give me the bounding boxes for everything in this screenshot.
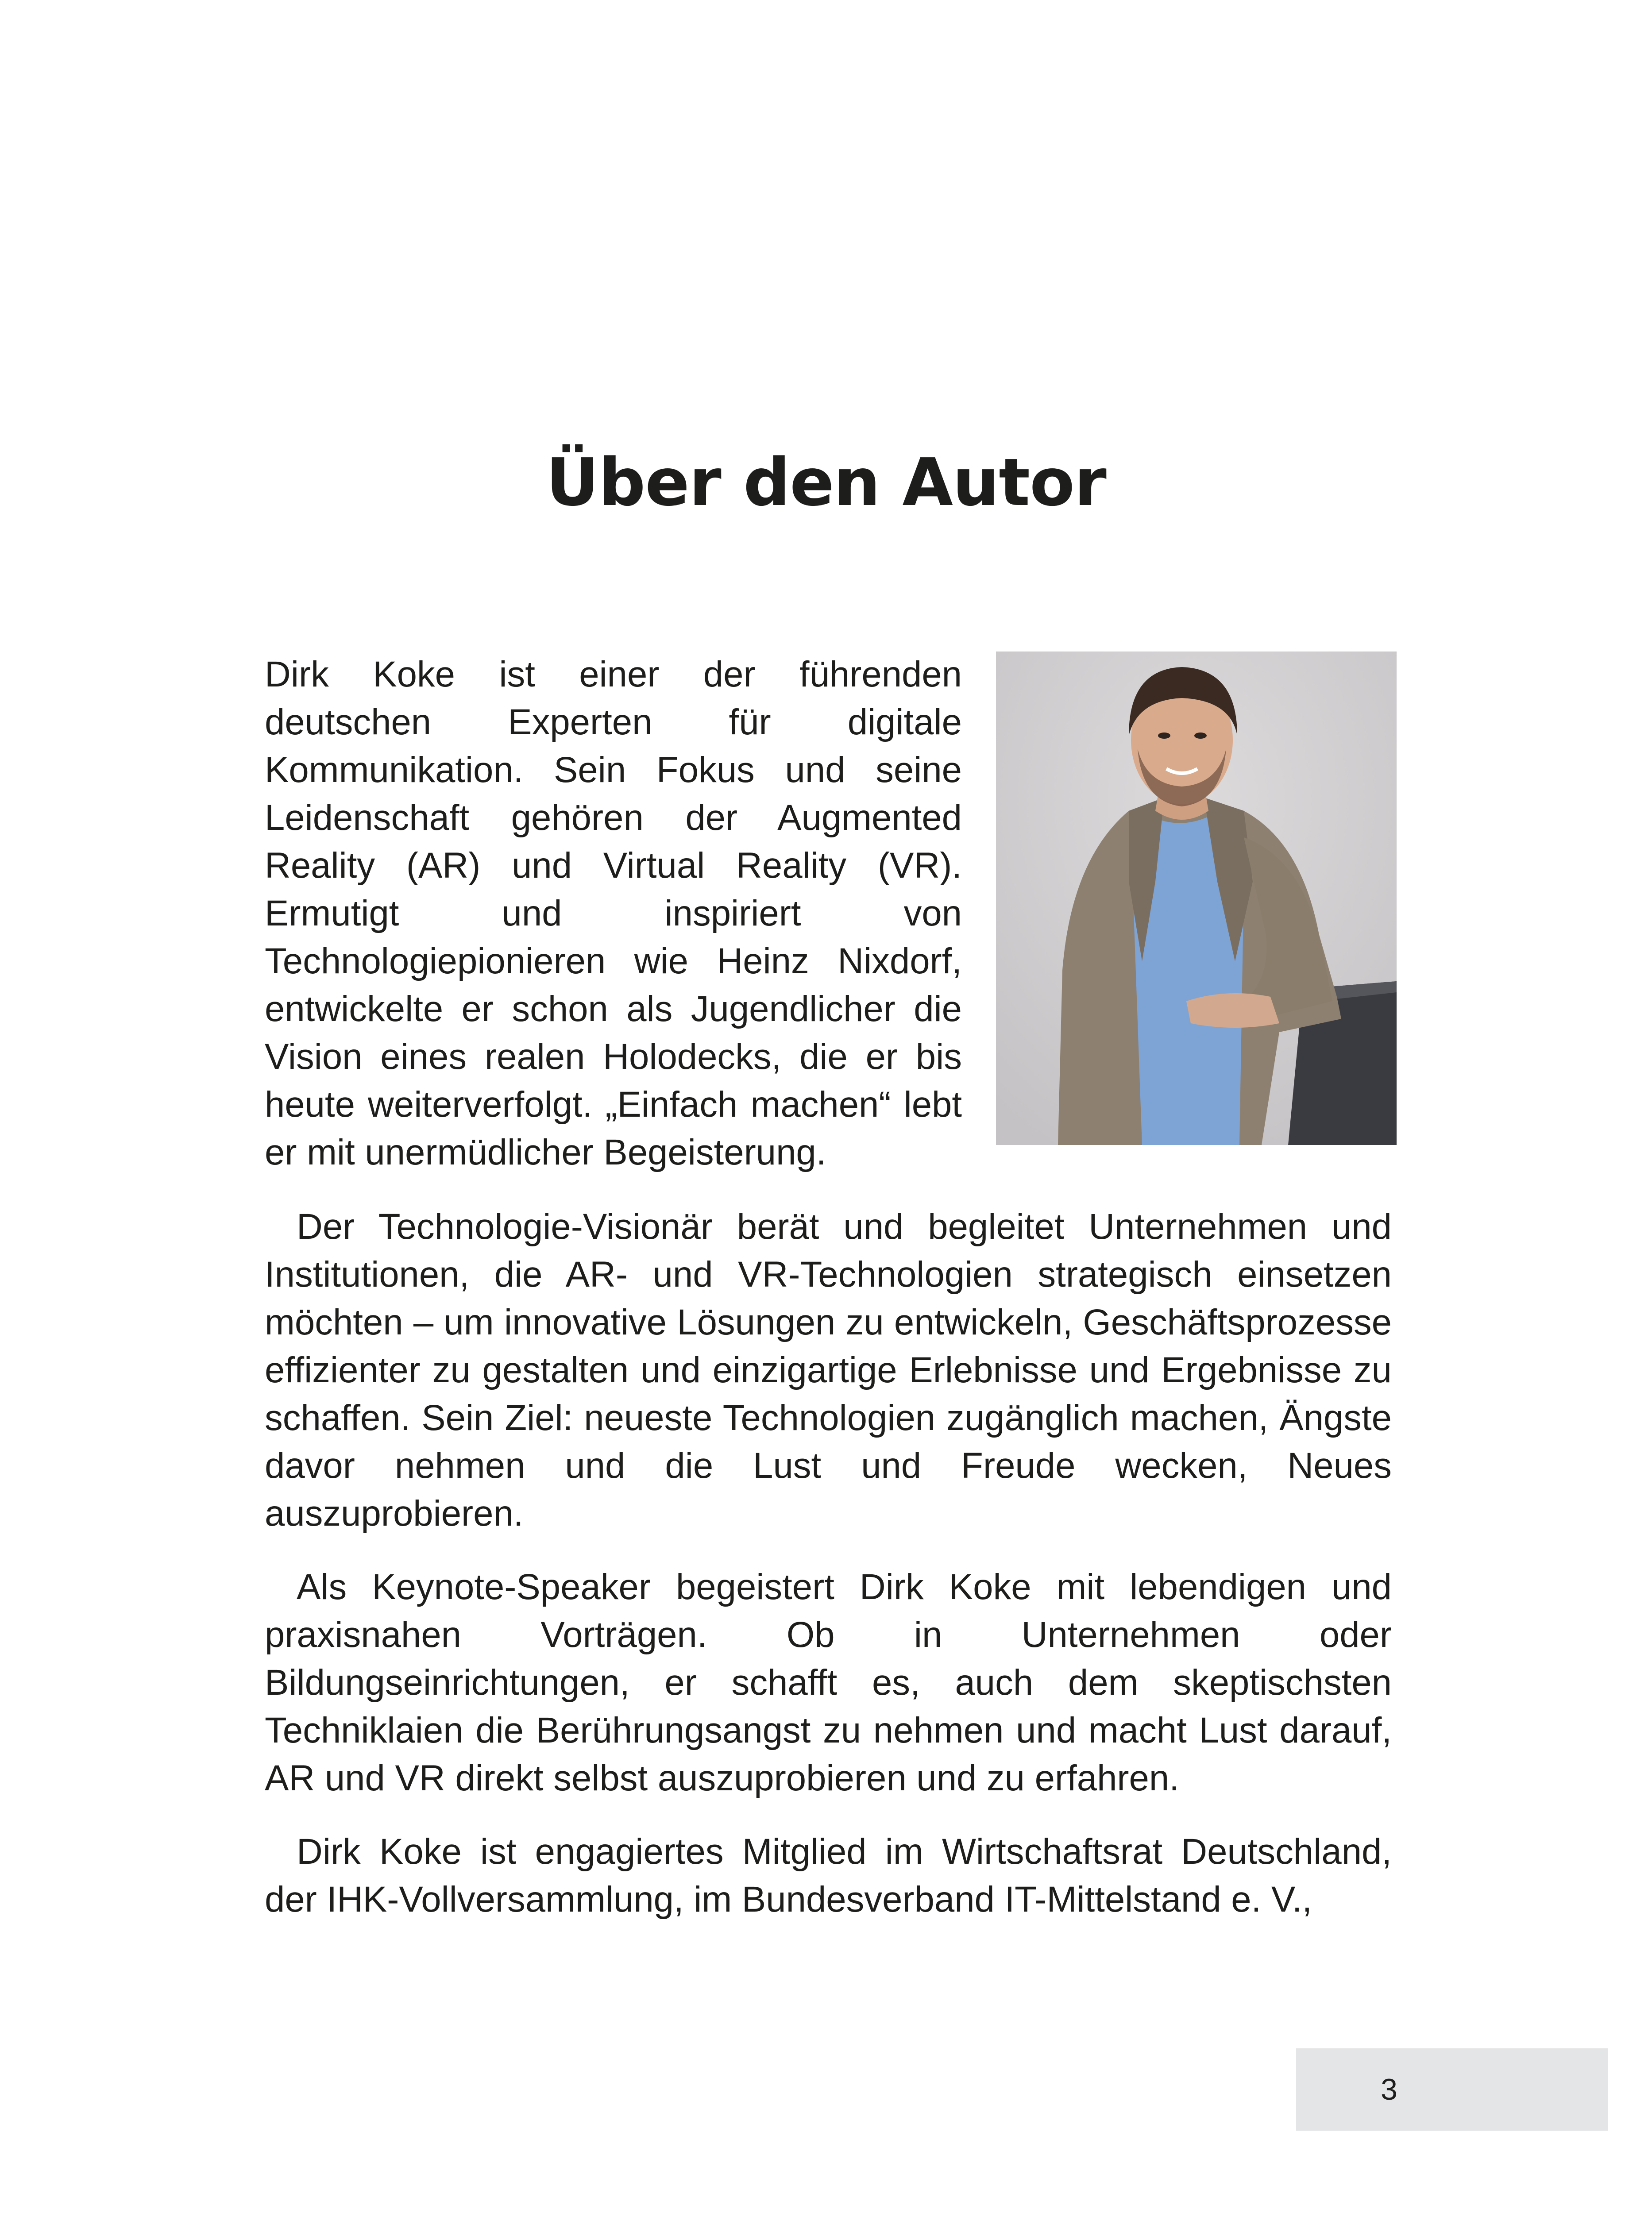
body-paragraph: Dirk Koke ist engagiertes Mitglied im Wirtschaftsrat Deutschland, der IHK-Vollversammlung, im Bundesverband IT-Mittelstand e. V.,	[265, 1831, 1392, 1920]
page-title: Über den Autor	[546, 444, 1106, 520]
body-paragraph: Als Keynote-Speaker begeistert Dirk Koke mit lebendigen und praxisnahen Vorträgen. Ob in Unternehmen oder Bildungseinrichtungen, er schafft es, auch dem skeptischsten Techniklaien die Berührungsangst zu nehmen und macht Lust darauf, AR und VR direkt selbst auszuprobieren und zu erfahren.	[265, 1567, 1392, 1798]
author-photo	[996, 652, 1397, 1145]
page-number: 3	[1381, 2073, 1397, 2106]
page-number-box	[1296, 2048, 1608, 2131]
author-portrait-image	[996, 652, 1397, 1145]
body-paragraph: Der Technologie-Visionär berät und begleitet Unternehmen und Institutionen, die AR- und VR-Technologien strategisch einsetzen möchten – um innovative Lösungen zu entwickeln, Geschäftsprozesse effizienter zu gestalten und einzigartige Erlebnisse und Ergebnisse zu schaffen. Sein Ziel: neueste Technologien zugänglich machen, Ängste davor nehmen und die Lust und Freude wecken, Neues auszuprobieren.	[265, 1207, 1392, 1534]
intro-paragraph: Dirk Koke ist einer der führenden deutschen Experten für digitale Kommunikation. Sein Fokus und seine Leidenschaft gehören der Augmented Reality (AR) und Virtual Reality (VR). Ermutigt und inspiriert von Technologiepionieren wie Heinz Nixdorf, entwickelte er schon als Jugendlicher die Vision eines realen Holodecks, die er bis heute weiterverfolgt. „Einfach machen“ lebt er mit unermüdlicher Begeisterung.	[265, 654, 962, 1172]
